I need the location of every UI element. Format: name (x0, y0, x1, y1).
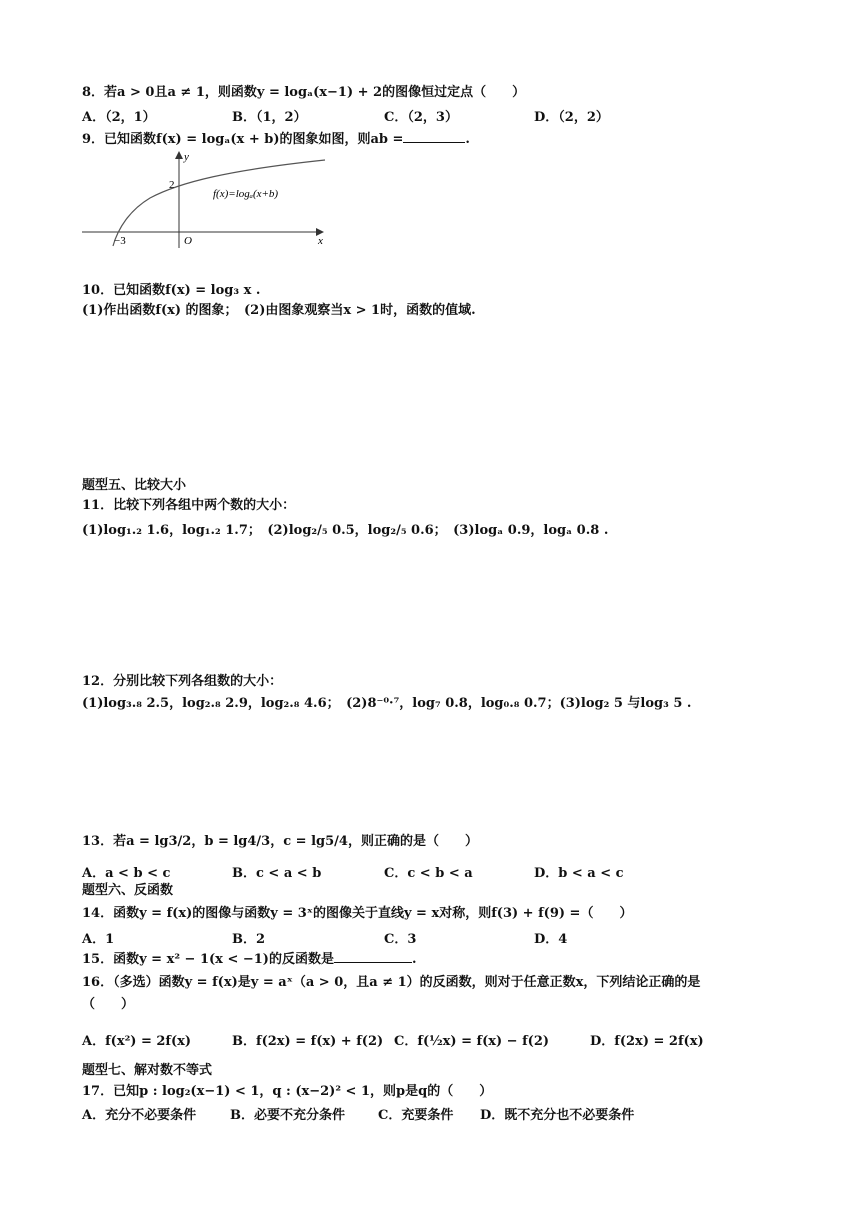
y-axis-arrow (175, 151, 183, 159)
option-d: D．既不充分也不必要条件 (480, 1108, 635, 1123)
question-11-subparts: (1)log₁.₂ 1.6，log₁.₂ 1.7； (2)log₂/₅ 0.5，log₂/₅ 0.6； (3)logₐ 0.9，logₐ 0.8 . (82, 523, 609, 538)
option-a: A．（2，1） (82, 110, 156, 125)
option-b: B．必要不充分条件 (230, 1108, 345, 1123)
question-14-options (82, 928, 782, 946)
option-d: D．（2，2） (534, 110, 609, 125)
question-16-stem: 16．（多选）函数y = f(x)是y = aˣ（a > 0，且a ≠ 1）的反函数，则对于任意正数x，下列结论正确的是 (82, 975, 701, 990)
question-9-text: 9．已知函数f(x) = logₐ(x + b)的图象如图，则ab = (82, 132, 404, 147)
question-8-options (82, 106, 782, 124)
x-intercept-label: −3 (114, 235, 126, 247)
question-15-text: 15．函数y = x² − 1(x < −1)的反函数是 (82, 952, 334, 967)
option-c: C．（2，3） (384, 110, 458, 125)
section-6-heading: 题型六、反函数 (82, 883, 174, 898)
curve-label: f(x)=logₐ(x+b) (213, 188, 279, 200)
question-14-stem: 14．函数y = f(x)的图像与函数y = 3ˣ的图像关于直线y = x对称，则f(3) + f(9) =（ ） (82, 906, 633, 921)
question-9-period: . (465, 132, 470, 147)
answer-blank (403, 130, 465, 143)
question-12-subparts: (1)log₃.₈ 2.5，log₂.₈ 2.9，log₂.₈ 4.6； (2)8⁻⁰·⁷，log₇ 0.8，log₀.₈ 0.7；(3)log₂ 5 与log₃ 5 . (82, 696, 692, 711)
option-c: C．充要条件 (378, 1108, 454, 1123)
answer-blank (334, 950, 412, 963)
question-9-stem (82, 130, 470, 149)
question-15-stem (82, 950, 417, 969)
question-16-options (82, 1030, 782, 1048)
question-10-stem: 10．已知函数f(x) = log₃ x . (82, 283, 261, 298)
question-10-subparts: (1)作出函数f(x) 的图象； (2)由图象观察当x > 1时，函数的值域. (82, 303, 476, 318)
section-5-heading: 题型五、比较大小 (82, 478, 187, 493)
question-16-paren: （ ） (82, 997, 135, 1012)
option-d: D．b < a < c (534, 866, 624, 881)
question-12-stem: 12．分别比较下列各组数的大小： (82, 674, 283, 689)
x-axis-label: x (318, 235, 323, 247)
y-axis-label: y (184, 151, 189, 163)
origin-label: O (184, 235, 192, 247)
question-15-period: . (411, 952, 417, 967)
question-13-options (82, 862, 782, 880)
option-b: B．2 (232, 932, 266, 947)
option-b: B．c < a < b (232, 866, 322, 881)
question-17-stem: 17．已知p : log₂(x−1) < 1，q : (x−2)² < 1，则p是q的（ ） (82, 1084, 493, 1099)
log-function-graph (80, 148, 330, 253)
option-c: C．f(½x) = f(x) − f(2) (394, 1034, 550, 1049)
option-b: B．f(2x) = f(x) + f(2) (232, 1034, 384, 1049)
section-7-heading: 题型七、解对数不等式 (82, 1063, 213, 1078)
option-b: B．（1，2） (232, 110, 307, 125)
option-c: C．3 (384, 932, 417, 947)
option-c: C．c < b < a (384, 866, 473, 881)
log-curve (113, 160, 325, 246)
option-a: A．f(x²) = 2f(x) (82, 1034, 192, 1049)
option-a: A．a < b < c (82, 866, 171, 881)
option-a: A．充分不必要条件 (82, 1108, 197, 1123)
option-a: A．1 (82, 932, 115, 947)
question-11-stem: 11．比较下列各组中两个数的大小： (82, 498, 296, 513)
option-d: D．f(2x) = 2f(x) (590, 1034, 704, 1049)
question-13-stem: 13．若a = lg3/2，b = lg4/3，c = lg5/4，则正确的是（ ） (82, 834, 478, 849)
option-d: D．4 (534, 932, 568, 947)
question-17-options (82, 1104, 782, 1122)
question-8-stem: 8．若a > 0且a ≠ 1，则函数y = logₐ(x−1) + 2的图像恒过定点（ ） (82, 85, 526, 100)
y-intercept-label: 2 (169, 179, 175, 191)
